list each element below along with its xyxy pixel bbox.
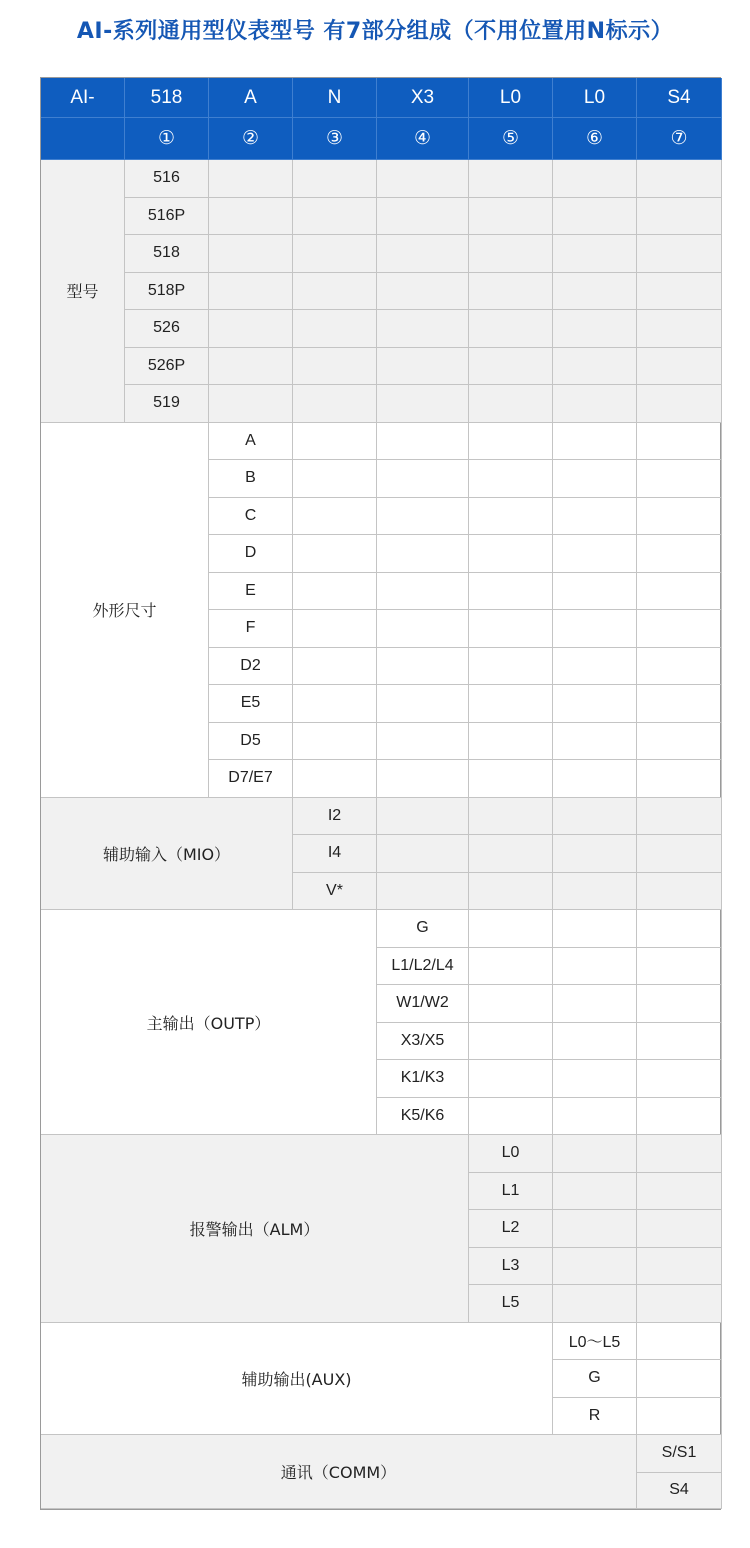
empty-cell <box>637 685 722 723</box>
option-outp-3: W1/W2 <box>377 985 469 1023</box>
empty-cell <box>637 873 722 911</box>
empty-cell <box>377 723 469 761</box>
option-mio-3: V* <box>293 873 377 911</box>
empty-cell <box>553 385 637 423</box>
header-position-4: ③ <box>293 118 377 160</box>
option-alm-4: L3 <box>469 1248 553 1286</box>
empty-cell <box>553 460 637 498</box>
empty-cell <box>637 1023 722 1061</box>
empty-cell <box>637 573 722 611</box>
empty-cell <box>469 535 553 573</box>
option-size-1: A <box>209 423 293 461</box>
option-size-7: D2 <box>209 648 293 686</box>
empty-cell <box>469 498 553 536</box>
empty-cell <box>377 235 469 273</box>
empty-cell <box>377 873 469 911</box>
empty-cell <box>377 423 469 461</box>
empty-cell <box>377 685 469 723</box>
empty-cell <box>553 273 637 311</box>
empty-cell <box>469 1098 553 1136</box>
header-position-3: ② <box>209 118 293 160</box>
option-size-6: F <box>209 610 293 648</box>
option-size-9: D5 <box>209 723 293 761</box>
empty-cell <box>469 1060 553 1098</box>
empty-cell <box>553 985 637 1023</box>
empty-cell <box>553 1060 637 1098</box>
empty-cell <box>293 760 377 798</box>
option-mio-2: I4 <box>293 835 377 873</box>
empty-cell <box>469 948 553 986</box>
empty-cell <box>553 798 637 836</box>
empty-cell <box>637 1398 722 1436</box>
empty-cell <box>293 573 377 611</box>
empty-cell <box>637 498 722 536</box>
option-aux-2: G <box>553 1360 637 1398</box>
empty-cell <box>469 648 553 686</box>
empty-cell <box>377 760 469 798</box>
empty-cell <box>469 760 553 798</box>
header-code-6: L0 <box>469 78 553 118</box>
empty-cell <box>377 348 469 386</box>
group-label-size: 外形尺寸 <box>41 423 209 798</box>
empty-cell <box>469 235 553 273</box>
empty-cell <box>637 1323 722 1361</box>
empty-cell <box>637 1248 722 1286</box>
header-code-7: L0 <box>553 78 637 118</box>
empty-cell <box>469 610 553 648</box>
empty-cell <box>553 573 637 611</box>
option-size-10: D7/E7 <box>209 760 293 798</box>
option-model-2: 516P <box>125 198 209 236</box>
group-label-comm: 通讯（COMM） <box>41 1435 637 1509</box>
group-label-alm: 报警输出（ALM） <box>41 1135 469 1323</box>
empty-cell <box>553 910 637 948</box>
empty-cell <box>553 423 637 461</box>
page-title: AI-系列通用型仪表型号 有7部分组成（不用位置用N标示） <box>76 19 674 44</box>
empty-cell <box>637 235 722 273</box>
empty-cell <box>293 310 377 348</box>
empty-cell <box>469 910 553 948</box>
empty-cell <box>469 985 553 1023</box>
empty-cell <box>637 1173 722 1211</box>
empty-cell <box>553 535 637 573</box>
empty-cell <box>469 310 553 348</box>
empty-cell <box>553 1023 637 1061</box>
header-code-1: AI- <box>41 78 125 118</box>
empty-cell <box>293 348 377 386</box>
header-code-5: X3 <box>377 78 469 118</box>
empty-cell <box>293 385 377 423</box>
empty-cell <box>469 160 553 198</box>
header-position-8: ⑦ <box>637 118 722 160</box>
header-position-7: ⑥ <box>553 118 637 160</box>
empty-cell <box>553 1098 637 1136</box>
empty-cell <box>637 198 722 236</box>
option-alm-1: L0 <box>469 1135 553 1173</box>
empty-cell <box>553 948 637 986</box>
empty-cell <box>377 160 469 198</box>
option-size-3: C <box>209 498 293 536</box>
empty-cell <box>377 648 469 686</box>
option-mio-1: I2 <box>293 798 377 836</box>
empty-cell <box>377 460 469 498</box>
empty-cell <box>293 498 377 536</box>
empty-cell <box>293 423 377 461</box>
empty-cell <box>637 610 722 648</box>
empty-cell <box>377 385 469 423</box>
empty-cell <box>377 535 469 573</box>
empty-cell <box>553 160 637 198</box>
empty-cell <box>637 1098 722 1136</box>
empty-cell <box>637 535 722 573</box>
empty-cell <box>377 835 469 873</box>
empty-cell <box>637 1360 722 1398</box>
empty-cell <box>637 648 722 686</box>
empty-cell <box>209 198 293 236</box>
empty-cell <box>209 235 293 273</box>
header-code-4: N <box>293 78 377 118</box>
empty-cell <box>469 1023 553 1061</box>
empty-cell <box>637 423 722 461</box>
empty-cell <box>553 685 637 723</box>
empty-cell <box>553 1135 637 1173</box>
empty-cell <box>553 1173 637 1211</box>
empty-cell <box>469 423 553 461</box>
empty-cell <box>553 648 637 686</box>
header-code-8: S4 <box>637 78 722 118</box>
empty-cell <box>293 723 377 761</box>
empty-cell <box>553 760 637 798</box>
empty-cell <box>553 873 637 911</box>
empty-cell <box>637 1135 722 1173</box>
option-model-7: 519 <box>125 385 209 423</box>
option-model-5: 526 <box>125 310 209 348</box>
option-model-6: 526P <box>125 348 209 386</box>
empty-cell <box>293 648 377 686</box>
empty-cell <box>377 310 469 348</box>
option-outp-5: K1/K3 <box>377 1060 469 1098</box>
empty-cell <box>293 535 377 573</box>
empty-cell <box>637 948 722 986</box>
empty-cell <box>637 723 722 761</box>
empty-cell <box>293 460 377 498</box>
empty-cell <box>637 1210 722 1248</box>
empty-cell <box>469 723 553 761</box>
empty-cell <box>469 385 553 423</box>
empty-cell <box>469 198 553 236</box>
empty-cell <box>293 610 377 648</box>
option-size-2: B <box>209 460 293 498</box>
empty-cell <box>377 198 469 236</box>
header-position-1 <box>41 118 125 160</box>
option-alm-5: L5 <box>469 1285 553 1323</box>
empty-cell <box>637 760 722 798</box>
empty-cell <box>377 610 469 648</box>
empty-cell <box>637 985 722 1023</box>
empty-cell <box>553 723 637 761</box>
option-model-3: 518 <box>125 235 209 273</box>
empty-cell <box>553 1248 637 1286</box>
empty-cell <box>553 610 637 648</box>
option-outp-1: G <box>377 910 469 948</box>
option-aux-3: R <box>553 1398 637 1436</box>
empty-cell <box>553 310 637 348</box>
empty-cell <box>209 160 293 198</box>
model-code-table <box>40 77 721 1510</box>
empty-cell <box>469 835 553 873</box>
option-comm-2: S4 <box>637 1473 722 1510</box>
header-position-6: ⑤ <box>469 118 553 160</box>
empty-cell <box>553 348 637 386</box>
option-model-1: 516 <box>125 160 209 198</box>
empty-cell <box>469 873 553 911</box>
empty-cell <box>293 198 377 236</box>
empty-cell <box>469 573 553 611</box>
option-model-4: 518P <box>125 273 209 311</box>
empty-cell <box>637 835 722 873</box>
empty-cell <box>377 798 469 836</box>
empty-cell <box>293 273 377 311</box>
empty-cell <box>293 235 377 273</box>
option-outp-4: X3/X5 <box>377 1023 469 1061</box>
option-outp-6: K5/K6 <box>377 1098 469 1136</box>
empty-cell <box>209 348 293 386</box>
empty-cell <box>209 310 293 348</box>
empty-cell <box>637 310 722 348</box>
empty-cell <box>553 1285 637 1323</box>
option-size-8: E5 <box>209 685 293 723</box>
option-comm-1: S/S1 <box>637 1435 722 1473</box>
empty-cell <box>469 273 553 311</box>
header-code-3: A <box>209 78 293 118</box>
header-position-2: ① <box>125 118 209 160</box>
option-alm-3: L2 <box>469 1210 553 1248</box>
empty-cell <box>553 835 637 873</box>
empty-cell <box>553 498 637 536</box>
empty-cell <box>637 910 722 948</box>
header-code-2: 518 <box>125 78 209 118</box>
empty-cell <box>209 385 293 423</box>
empty-cell <box>469 348 553 386</box>
empty-cell <box>637 1285 722 1323</box>
empty-cell <box>377 573 469 611</box>
header-position-5: ④ <box>377 118 469 160</box>
empty-cell <box>469 798 553 836</box>
option-alm-2: L1 <box>469 1173 553 1211</box>
empty-cell <box>637 1060 722 1098</box>
empty-cell <box>553 198 637 236</box>
empty-cell <box>377 273 469 311</box>
empty-cell <box>637 348 722 386</box>
empty-cell <box>553 1210 637 1248</box>
option-outp-2: L1/L2/L4 <box>377 948 469 986</box>
option-aux-1: L0～L5 <box>553 1323 637 1361</box>
empty-cell <box>637 798 722 836</box>
empty-cell <box>637 385 722 423</box>
group-label-outp: 主输出（OUTP） <box>41 910 377 1135</box>
empty-cell <box>209 273 293 311</box>
group-label-mio: 辅助输入（MIO） <box>41 798 293 911</box>
group-label-aux: 辅助输出(AUX) <box>41 1323 553 1436</box>
empty-cell <box>293 685 377 723</box>
empty-cell <box>469 460 553 498</box>
option-size-4: D <box>209 535 293 573</box>
empty-cell <box>637 460 722 498</box>
empty-cell <box>553 235 637 273</box>
option-size-5: E <box>209 573 293 611</box>
empty-cell <box>377 498 469 536</box>
empty-cell <box>293 160 377 198</box>
empty-cell <box>637 160 722 198</box>
empty-cell <box>637 273 722 311</box>
empty-cell <box>469 685 553 723</box>
group-label-model: 型号 <box>41 160 125 423</box>
